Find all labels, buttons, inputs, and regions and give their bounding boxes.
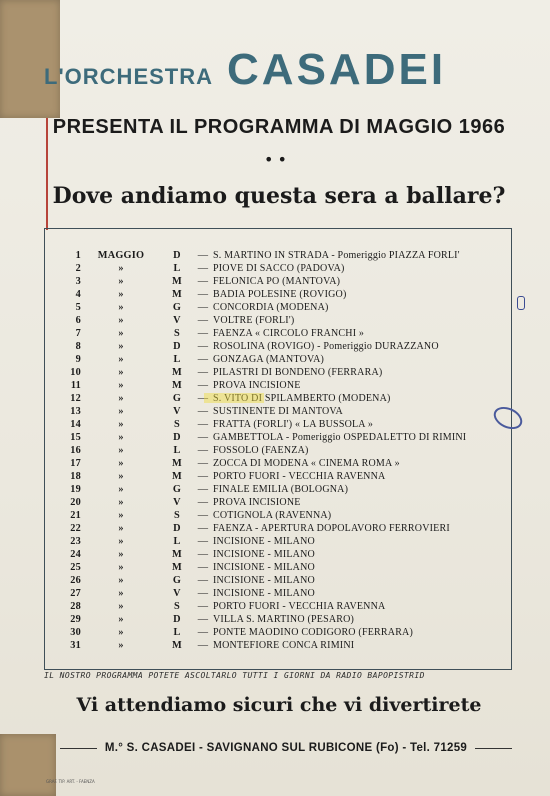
schedule-location: INCISIONE - MILANO <box>213 588 315 599</box>
schedule-weekday: V <box>173 406 181 417</box>
schedule-month: » <box>118 627 124 638</box>
printer-credit: GRAF. TIP. ART. - FAENZA <box>46 779 95 784</box>
schedule-row <box>45 470 511 483</box>
schedule-row <box>45 522 511 535</box>
schedule-month: » <box>118 406 124 417</box>
schedule-location: INCISIONE - MILANO <box>213 549 315 560</box>
schedule-row <box>45 574 511 587</box>
schedule-list <box>45 249 511 652</box>
schedule-row <box>45 509 511 522</box>
schedule-day: 4 <box>75 289 81 300</box>
schedule-row <box>45 262 511 275</box>
schedule-day: 25 <box>70 562 81 573</box>
schedule-dash: — <box>197 510 209 521</box>
schedule-location: S. VITO DI SPILAMBERTO (MODENA) <box>213 393 391 404</box>
schedule-row <box>45 353 511 366</box>
handwritten-note: IL NOSTRO PROGRAMMA POTETE ASCOLTARLO TUTTI I GIORNI DA RADIO BAPOPISTRID <box>44 671 425 680</box>
schedule-location: COTIGNOLA (RAVENNA) <box>213 510 332 521</box>
schedule-weekday: M <box>172 380 182 391</box>
footer-rule-left <box>60 748 97 749</box>
schedule-location: VOLTRE (FORLI') <box>213 315 295 326</box>
schedule-weekday: M <box>172 276 182 287</box>
schedule-dash: — <box>197 640 209 651</box>
schedule-month: » <box>118 315 124 326</box>
schedule-row <box>45 288 511 301</box>
schedule-month: » <box>118 471 124 482</box>
schedule-weekday: G <box>172 302 182 313</box>
schedule-month: » <box>118 367 124 378</box>
schedule-location: PROVA INCISIONE <box>213 497 301 508</box>
schedule-weekday: D <box>173 432 181 443</box>
schedule-weekday: S <box>174 601 180 612</box>
schedule-month: » <box>118 536 124 547</box>
schedule-month: » <box>118 289 124 300</box>
schedule-location: SUSTINENTE DI MANTOVA <box>213 406 343 417</box>
schedule-row <box>45 483 511 496</box>
schedule-row <box>45 275 511 288</box>
schedule-dash: — <box>197 341 209 352</box>
schedule-row <box>45 249 511 262</box>
schedule-dash: — <box>197 393 209 404</box>
schedule-dash: — <box>197 263 209 274</box>
schedule-weekday: M <box>172 471 182 482</box>
schedule-row <box>45 496 511 509</box>
schedule-weekday: M <box>172 367 182 378</box>
schedule-weekday: G <box>172 575 182 586</box>
schedule-weekday: G <box>172 484 182 495</box>
orchestra-name: CASADEI <box>227 45 447 94</box>
schedule-day: 6 <box>75 315 81 326</box>
schedule-row <box>45 444 511 457</box>
schedule-dash: — <box>197 302 209 313</box>
schedule-dash: — <box>197 484 209 495</box>
schedule-weekday: S <box>174 510 180 521</box>
schedule-row <box>45 587 511 600</box>
schedule-day: 13 <box>70 406 81 417</box>
footer-text: M.° S. CASADEI - SAVIGNANO SUL RUBICONE (Fo) - Tel. 71259 <box>104 742 468 754</box>
schedule-month: » <box>118 523 124 534</box>
schedule-month: » <box>118 601 124 612</box>
schedule-location: FOSSOLO (FAENZA) <box>213 445 309 456</box>
orchestra-small-text: L'ORCHESTRA <box>44 64 214 89</box>
schedule-dash: — <box>197 497 209 508</box>
schedule-dash: — <box>197 367 209 378</box>
schedule-dash: — <box>197 289 209 300</box>
schedule-day: 3 <box>75 276 81 287</box>
schedule-weekday: V <box>173 497 181 508</box>
schedule-location: PILASTRI DI BONDENO (FERRARA) <box>213 367 383 378</box>
schedule-day: 11 <box>70 380 81 391</box>
schedule-row <box>45 431 511 444</box>
schedule-day: 9 <box>75 354 81 365</box>
schedule-day: 21 <box>70 510 81 521</box>
schedule-weekday: V <box>173 588 181 599</box>
schedule-day: 31 <box>70 640 81 651</box>
schedule-row <box>45 600 511 613</box>
schedule-location: PROVA INCISIONE <box>213 380 301 391</box>
schedule-day: 15 <box>70 432 81 443</box>
schedule-dash: — <box>197 588 209 599</box>
schedule-weekday: L <box>173 445 181 456</box>
schedule-day: 19 <box>70 484 81 495</box>
schedule-dash: — <box>197 614 209 625</box>
schedule-row <box>45 392 511 405</box>
schedule-row <box>45 340 511 353</box>
schedule-dash: — <box>197 445 209 456</box>
schedule-row <box>45 366 511 379</box>
schedule-weekday: M <box>172 640 182 651</box>
schedule-location: FRATTA (FORLI') « LA BUSSOLA » <box>213 419 374 430</box>
schedule-weekday: L <box>173 354 181 365</box>
schedule-day: 8 <box>75 341 81 352</box>
schedule-day: 20 <box>70 497 81 508</box>
schedule-month: » <box>118 575 124 586</box>
schedule-weekday: L <box>173 627 181 638</box>
schedule-location: INCISIONE - MILANO <box>213 575 315 586</box>
schedule-location: FAENZA « CIRCOLO FRANCHI » <box>213 328 365 339</box>
schedule-row <box>45 379 511 392</box>
schedule-row <box>45 301 511 314</box>
schedule-day: 26 <box>70 575 81 586</box>
schedule-row <box>45 626 511 639</box>
schedule-month: MAGGIO <box>97 250 145 261</box>
schedule-month: » <box>118 549 124 560</box>
schedule-row <box>45 418 511 431</box>
schedule-dash: — <box>197 601 209 612</box>
schedule-month: » <box>118 380 124 391</box>
schedule-row <box>45 548 511 561</box>
headline: Dove andiamo questa sera a ballare? <box>52 183 506 209</box>
schedule-day: 30 <box>70 627 81 638</box>
schedule-row <box>45 314 511 327</box>
schedule-day: 2 <box>75 263 81 274</box>
schedule-dash: — <box>197 627 209 638</box>
schedule-row <box>45 535 511 548</box>
schedule-row <box>45 457 511 470</box>
schedule-weekday: D <box>173 341 181 352</box>
schedule-weekday: L <box>173 263 181 274</box>
schedule-month: » <box>118 588 124 599</box>
schedule-month: » <box>118 328 124 339</box>
schedule-month: » <box>118 341 124 352</box>
schedule-dash: — <box>197 250 209 261</box>
schedule-dash: — <box>197 536 209 547</box>
schedule-day: 29 <box>70 614 81 625</box>
schedule-weekday: M <box>172 562 182 573</box>
schedule-weekday: D <box>173 614 181 625</box>
schedule-location: ZOCCA DI MODENA « CINEMA ROMA » <box>213 458 400 469</box>
decorative-dots: •• <box>264 150 291 169</box>
schedule-dash: — <box>197 276 209 287</box>
schedule-row <box>45 639 511 652</box>
schedule-row <box>45 327 511 340</box>
schedule-location: GAMBETTOLA - Pomeriggio OSPEDALETTO DI RIMINI <box>213 432 467 443</box>
schedule-month: » <box>118 445 124 456</box>
schedule-day: 23 <box>70 536 81 547</box>
schedule-month: » <box>118 393 124 404</box>
schedule-dash: — <box>197 458 209 469</box>
schedule-month: » <box>118 302 124 313</box>
schedule-day: 1 <box>75 250 81 261</box>
pen-mark <box>517 296 525 310</box>
schedule-dash: — <box>197 354 209 365</box>
schedule-dash: — <box>197 406 209 417</box>
orchestra-title <box>44 45 514 94</box>
schedule-weekday: S <box>174 419 180 430</box>
schedule-weekday: D <box>173 250 181 261</box>
schedule-month: » <box>118 276 124 287</box>
schedule-day: 10 <box>70 367 81 378</box>
schedule-month: » <box>118 484 124 495</box>
schedule-weekday: M <box>172 549 182 560</box>
schedule-location: FINALE EMILIA (BOLOGNA) <box>213 484 349 495</box>
schedule-month: » <box>118 614 124 625</box>
closing-text: Vi attendiamo sicuri che vi divertirete <box>76 694 482 716</box>
schedule-day: 14 <box>70 419 81 430</box>
schedule-dash: — <box>197 432 209 443</box>
schedule-weekday: S <box>174 328 180 339</box>
schedule-dash: — <box>197 575 209 586</box>
schedule-day: 5 <box>75 302 81 313</box>
schedule-weekday: L <box>173 536 181 547</box>
schedule-dash: — <box>197 471 209 482</box>
schedule-month: » <box>118 432 124 443</box>
schedule-month: » <box>118 263 124 274</box>
footer <box>60 742 512 754</box>
schedule-row <box>45 561 511 574</box>
schedule-weekday: M <box>172 289 182 300</box>
schedule-location: VILLA S. MARTINO (PESARO) <box>213 614 355 625</box>
schedule-weekday: M <box>172 458 182 469</box>
schedule-location: ROSOLINA (ROVIGO) - Pomeriggio DURAZZANO <box>213 341 439 352</box>
schedule-weekday: V <box>173 315 181 326</box>
schedule-day: 22 <box>70 523 81 534</box>
schedule-location: PIOVE DI SACCO (PADOVA) <box>213 263 345 274</box>
schedule-month: » <box>118 354 124 365</box>
schedule-dash: — <box>197 562 209 573</box>
schedule-month: » <box>118 510 124 521</box>
schedule-location: GONZAGA (MANTOVA) <box>213 354 325 365</box>
schedule-month: » <box>118 562 124 573</box>
schedule-location: PORTO FUORI - VECCHIA RAVENNA <box>213 471 386 482</box>
schedule-day: 17 <box>70 458 81 469</box>
schedule-dash: — <box>197 523 209 534</box>
schedule-day: 24 <box>70 549 81 560</box>
schedule-location: BADIA POLESINE (ROVIGO) <box>213 289 347 300</box>
schedule-dash: — <box>197 549 209 560</box>
highlighter-mark <box>204 393 264 403</box>
schedule-dash: — <box>197 315 209 326</box>
schedule-day: 12 <box>70 393 81 404</box>
tape-bottom-left <box>0 734 56 796</box>
schedule-day: 28 <box>70 601 81 612</box>
schedule-location: PONTE MAODINO CODIGORO (FERRARA) <box>213 627 414 638</box>
schedule-dash: — <box>197 328 209 339</box>
schedule-location: PORTO FUORI - VECCHIA RAVENNA <box>213 601 386 612</box>
footer-rule-right <box>475 748 512 749</box>
schedule-dash: — <box>197 419 209 430</box>
schedule-dash: — <box>197 380 209 391</box>
schedule-month: » <box>118 419 124 430</box>
schedule-box <box>44 228 512 670</box>
program-title: PRESENTA IL PROGRAMMA DI MAGGIO 1966 <box>52 116 506 138</box>
schedule-location: MONTEFIORE CONCA RIMINI <box>213 640 355 651</box>
schedule-location: S. MARTINO IN STRADA - Pomeriggio PIAZZA FORLI' <box>213 250 460 261</box>
schedule-location: FAENZA - APERTURA DOPOLAVORO FERROVIERI <box>213 523 450 534</box>
schedule-location: FELONICA PO (MANTOVA) <box>213 276 341 287</box>
schedule-day: 18 <box>70 471 81 482</box>
schedule-weekday: G <box>172 393 182 404</box>
schedule-month: » <box>118 640 124 651</box>
schedule-weekday: D <box>173 523 181 534</box>
schedule-month: » <box>118 497 124 508</box>
schedule-row <box>45 613 511 626</box>
schedule-location: CONCORDIA (MODENA) <box>213 302 329 313</box>
schedule-day: 27 <box>70 588 81 599</box>
schedule-location: INCISIONE - MILANO <box>213 536 315 547</box>
schedule-month: » <box>118 458 124 469</box>
schedule-location: INCISIONE - MILANO <box>213 562 315 573</box>
schedule-day: 7 <box>75 328 81 339</box>
schedule-day: 16 <box>70 445 81 456</box>
schedule-row <box>45 405 511 418</box>
